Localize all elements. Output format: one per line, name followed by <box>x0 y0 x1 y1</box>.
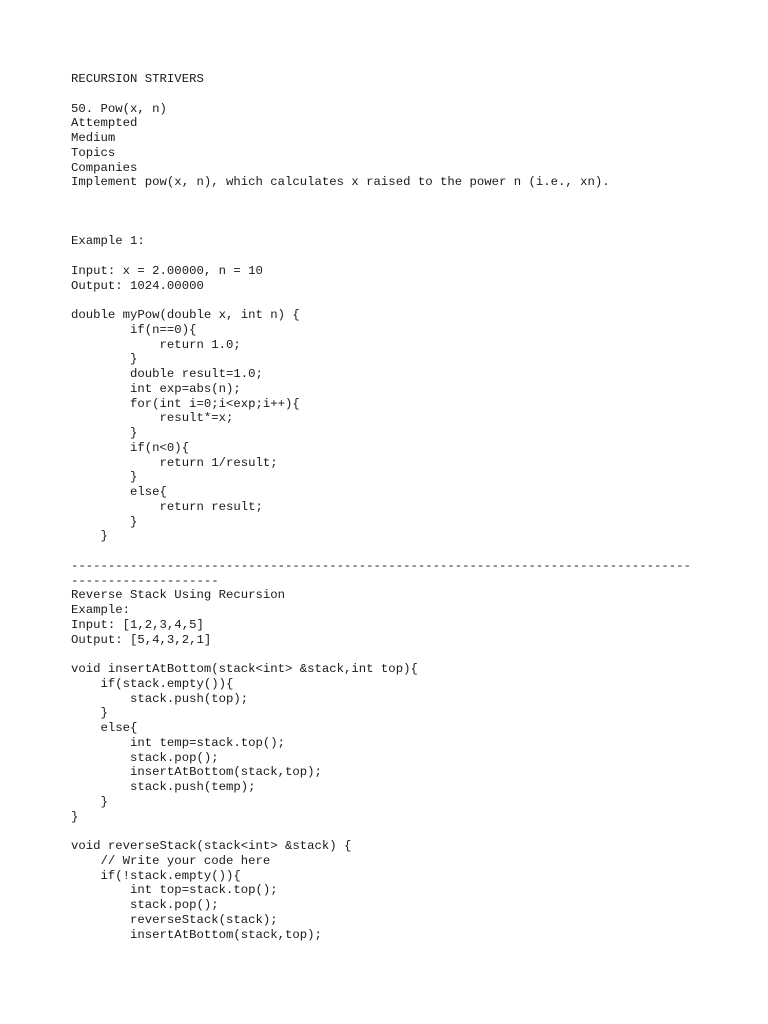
text-line: stack.push(temp); <box>71 780 256 794</box>
separator-line: ------------------------------------------------------------------------------------ <box>71 558 691 573</box>
text-line: Output: [5,4,3,2,1] <box>71 632 212 647</box>
text-line: result*=x; <box>71 411 234 426</box>
text-line: Reverse Stack Using Recursion <box>71 588 286 603</box>
text-line: } <box>71 426 138 440</box>
text-line: insertAtBottom(stack,top); <box>71 765 322 780</box>
text-line: } <box>71 706 108 721</box>
text-line: else{ <box>71 485 167 499</box>
text-line: } <box>71 794 108 809</box>
text-line: int exp=abs(n); <box>71 381 241 396</box>
text-line: else{ <box>71 721 138 735</box>
text-line: return 1.0; <box>71 337 241 352</box>
text-line: Attempted <box>71 116 138 131</box>
text-line: Medium <box>71 131 116 145</box>
text-line: void reverseStack(stack<int> &stack) { <box>71 839 352 853</box>
text-line: Companies <box>71 160 138 175</box>
text-line: } <box>71 470 138 485</box>
text-line: void insertAtBottom(stack<int> &stack,int top){ <box>71 662 418 676</box>
blank-line <box>71 220 751 235</box>
text-line: // Write your code here <box>71 853 271 868</box>
blank-line <box>71 293 751 308</box>
blank-line <box>71 544 751 559</box>
blank-line <box>71 205 751 220</box>
text-line: return 1/result; <box>71 455 278 470</box>
text-line: if(!stack.empty()){ <box>71 868 241 883</box>
text-line: Example: <box>71 603 131 617</box>
text-line: if(stack.empty()){ <box>71 676 234 691</box>
blank-line <box>71 647 751 662</box>
blank-line <box>71 824 751 839</box>
text-line: int top=stack.top(); <box>71 883 278 898</box>
text-line: } <box>71 352 138 367</box>
text-line: Topics <box>71 145 116 160</box>
text-line: Input: x = 2.00000, n = 10 <box>71 263 263 278</box>
blank-line <box>71 190 751 205</box>
blank-line <box>71 249 751 264</box>
blank-line <box>71 87 751 102</box>
separator-line: -------------------- <box>71 573 219 588</box>
text-line: if(n==0){ <box>71 322 197 337</box>
text-line: double result=1.0; <box>71 367 263 381</box>
text-line: } <box>71 514 138 529</box>
text-line: Example 1: <box>71 234 145 249</box>
text-line: int temp=stack.top(); <box>71 735 286 750</box>
text-line: stack.pop(); <box>71 750 219 765</box>
text-line: Output: 1024.00000 <box>71 278 204 293</box>
text-line: stack.pop(); <box>71 898 219 912</box>
text-line: RECURSION STRIVERS <box>71 72 204 86</box>
text-line: Input: [1,2,3,4,5] <box>71 617 204 632</box>
document-text <box>71 72 751 942</box>
text-line: if(n<0){ <box>71 440 190 455</box>
text-line: 50. Pow(x, n) <box>71 101 167 116</box>
text-line: return result; <box>71 499 263 514</box>
text-line: } <box>71 809 79 824</box>
text-line: Implement pow(x, n), which calculates x raised to the power n (i.e., xn). <box>71 175 610 190</box>
text-line: reverseStack(stack); <box>71 912 278 927</box>
text-line: stack.push(top); <box>71 691 249 706</box>
text-line: insertAtBottom(stack,top); <box>71 927 322 942</box>
text-line: } <box>71 529 108 544</box>
text-line: for(int i=0;i<exp;i++){ <box>71 396 300 411</box>
text-line: double myPow(double x, int n) { <box>71 308 300 322</box>
